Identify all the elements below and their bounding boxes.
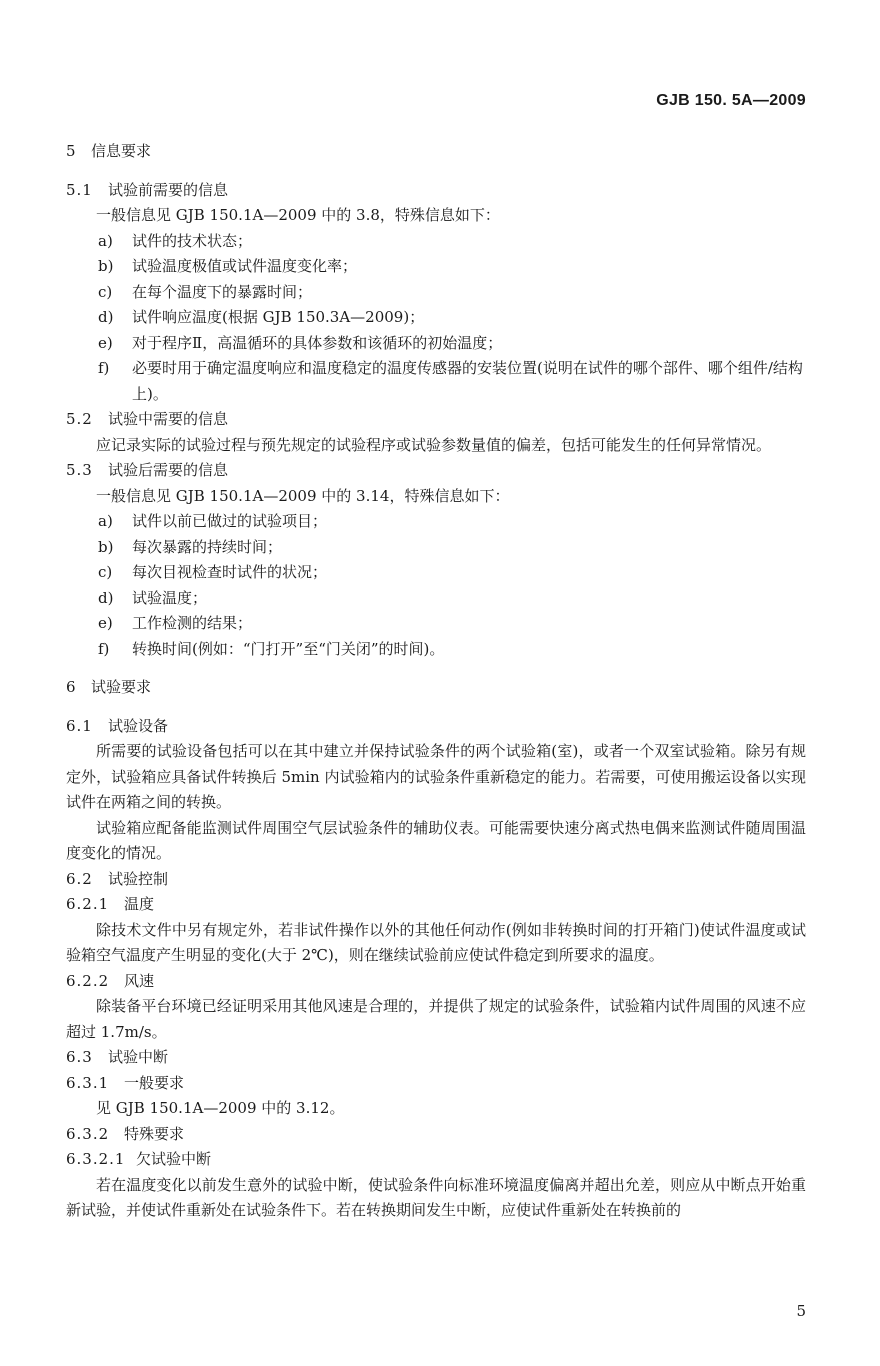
section-number: 5.3: [66, 461, 93, 479]
list-item: [66, 535, 806, 561]
section-6-3-heading: [66, 1045, 806, 1071]
section-title: 风速: [124, 971, 155, 990]
list-text: 对于程序Ⅱ，高温循环的具体参数和该循环的初始温度；: [132, 333, 503, 352]
list-item: [66, 254, 806, 280]
list-item: [66, 356, 806, 407]
section-title: 试验中断: [108, 1048, 169, 1066]
list-text: 试验温度极值或试件温度变化率；: [132, 257, 358, 275]
list-text: 试件的技术状态；: [132, 231, 253, 250]
section-title: 试验要求: [91, 678, 152, 696]
list-text: 在每个温度下的暴露时间；: [132, 282, 313, 301]
section-6-2-2-heading: [66, 969, 806, 995]
list-marker: f): [98, 639, 110, 658]
list-marker: f): [98, 359, 110, 377]
list-marker: a): [98, 231, 113, 250]
section-number: 6: [66, 678, 76, 696]
list-text: 每次目视检查时试件的状况；: [132, 563, 328, 581]
list-item: [66, 586, 806, 612]
section-6-2-1-heading: [66, 892, 806, 918]
section-6-heading: [66, 675, 806, 701]
section-number: 5: [66, 142, 76, 160]
section-6-1-heading: [66, 714, 806, 740]
section-number: 6.1: [66, 716, 93, 735]
section-title: 一般要求: [124, 1073, 185, 1092]
list-item: [66, 229, 806, 255]
section-6-3-1-heading: [66, 1071, 806, 1097]
list-text: 试验温度；: [132, 588, 208, 607]
list-marker: d): [98, 588, 114, 607]
section-title: 温度: [124, 895, 155, 913]
section-5-1-heading: [66, 178, 806, 204]
list-marker: c): [98, 563, 113, 581]
section-6-2-1-paragraph: 除技术文件中另有规定外，若非试件操作以外的其他任何动作(例如非转换时间的打开箱门)使试件温度或试验箱空气温度产生明显的变化(大于 2℃)，则在继续试验前应使试件稳定到所要求的温度。: [66, 920, 806, 964]
section-title: 试验前需要的信息: [108, 180, 229, 199]
section-5-heading: [66, 139, 806, 165]
list-item: [66, 637, 806, 663]
section-title: 信息要求: [91, 142, 152, 160]
section-number: 5.2: [66, 410, 93, 428]
list-item: [66, 560, 806, 586]
list-item: [66, 331, 806, 357]
section-5-2-heading: [66, 407, 806, 433]
list-item: [66, 305, 806, 331]
list-marker: c): [98, 282, 113, 301]
page-number: 5: [796, 1302, 806, 1320]
section-6-3-2-heading: [66, 1122, 806, 1148]
section-6-1-paragraph-2: 试验箱应配备能监测试件周围空气层试验条件的辅助仪表。可能需要快速分离式热电偶来监测试件随周围温度变化的情况。: [66, 818, 806, 862]
list-text: 必要时用于确定温度响应和温度稳定的温度传感器的安装位置(说明在试件的哪个部件、哪个组件/结构上)。: [132, 359, 803, 403]
section-6-3-2-1-paragraph: 若在温度变化以前发生意外的试验中断，使试验条件向标准环境温度偏离并超出允差，则应从中断点开始重新试验，并使试件重新处在试验条件下。若在转换期间发生中断，应使试件重新处在转换前的: [66, 1175, 806, 1219]
section-5-1-intro: 一般信息见 GJB 150.1A—2009 中的 3.8，特殊信息如下：: [96, 206, 500, 224]
section-title: 试验中需要的信息: [108, 410, 229, 428]
list-marker: e): [98, 333, 113, 352]
section-title: 试验控制: [108, 869, 169, 888]
list-item: [66, 280, 806, 306]
section-title: 试验后需要的信息: [108, 461, 229, 479]
list-text: 每次暴露的持续时间；: [132, 537, 283, 556]
list-text: 工作检测的结果；: [132, 614, 253, 632]
list-item: [66, 611, 806, 637]
list-marker: e): [98, 614, 113, 632]
section-5-2-paragraph: 应记录实际的试验过程与预先规定的试验程序或试验参数量值的偏差，包括可能发生的任何异常情况。: [96, 435, 772, 454]
section-number: 6.3.2: [66, 1124, 110, 1143]
section-title: 试验设备: [108, 716, 169, 735]
section-6-2-2-paragraph: 除装备平台环境已经证明采用其他风速是合理的，并提供了规定的试验条件，试验箱内试件周围的风速不应超过 1.7m/s。: [66, 997, 806, 1041]
section-5-3-intro: 一般信息见 GJB 150.1A—2009 中的 3.14，特殊信息如下：: [96, 486, 510, 505]
document-body: [66, 139, 806, 1224]
doc-code-header: GJB 150. 5A—2009: [656, 92, 806, 109]
section-6-1-paragraph-1: 所需要的试验设备包括可以在其中建立并保持试验条件的两个试验箱(室)，或者一个双室试验箱。除另有规定外，试验箱应具备试件转换后 5min 内试验箱内的试验条件重新稳定的能力。若需要，可使用搬运设备以实现试件在两箱之间的转换。: [66, 742, 806, 811]
section-5-3-heading: [66, 458, 806, 484]
list-marker: a): [98, 512, 113, 530]
section-number: 5.1: [66, 180, 93, 199]
list-text: 试件响应温度(根据 GJB 150.3A—2009)；: [132, 308, 425, 326]
section-6-2-heading: [66, 867, 806, 893]
section-number: 6.2.1: [66, 895, 110, 913]
section-number: 6.3: [66, 1048, 93, 1066]
list-marker: b): [98, 257, 114, 275]
section-6-3-2-1-heading: [66, 1147, 806, 1173]
section-6-3-1-paragraph: 见 GJB 150.1A—2009 中的 3.12。: [96, 1099, 345, 1117]
section-number: 6.2: [66, 869, 93, 888]
list-marker: d): [98, 308, 114, 326]
section-number: 6.3.2.1: [66, 1150, 126, 1168]
section-title: 欠试验中断: [136, 1150, 212, 1168]
list-item: [66, 509, 806, 535]
section-number: 6.2.2: [66, 971, 110, 990]
section-title: 特殊要求: [124, 1124, 185, 1143]
list-text: 试件以前已做过的试验项目；: [132, 512, 328, 530]
list-marker: b): [98, 537, 114, 556]
list-text: 转换时间(例如：“门打开”至“门关闭”的时间)。: [132, 639, 445, 658]
section-number: 6.3.1: [66, 1073, 110, 1092]
